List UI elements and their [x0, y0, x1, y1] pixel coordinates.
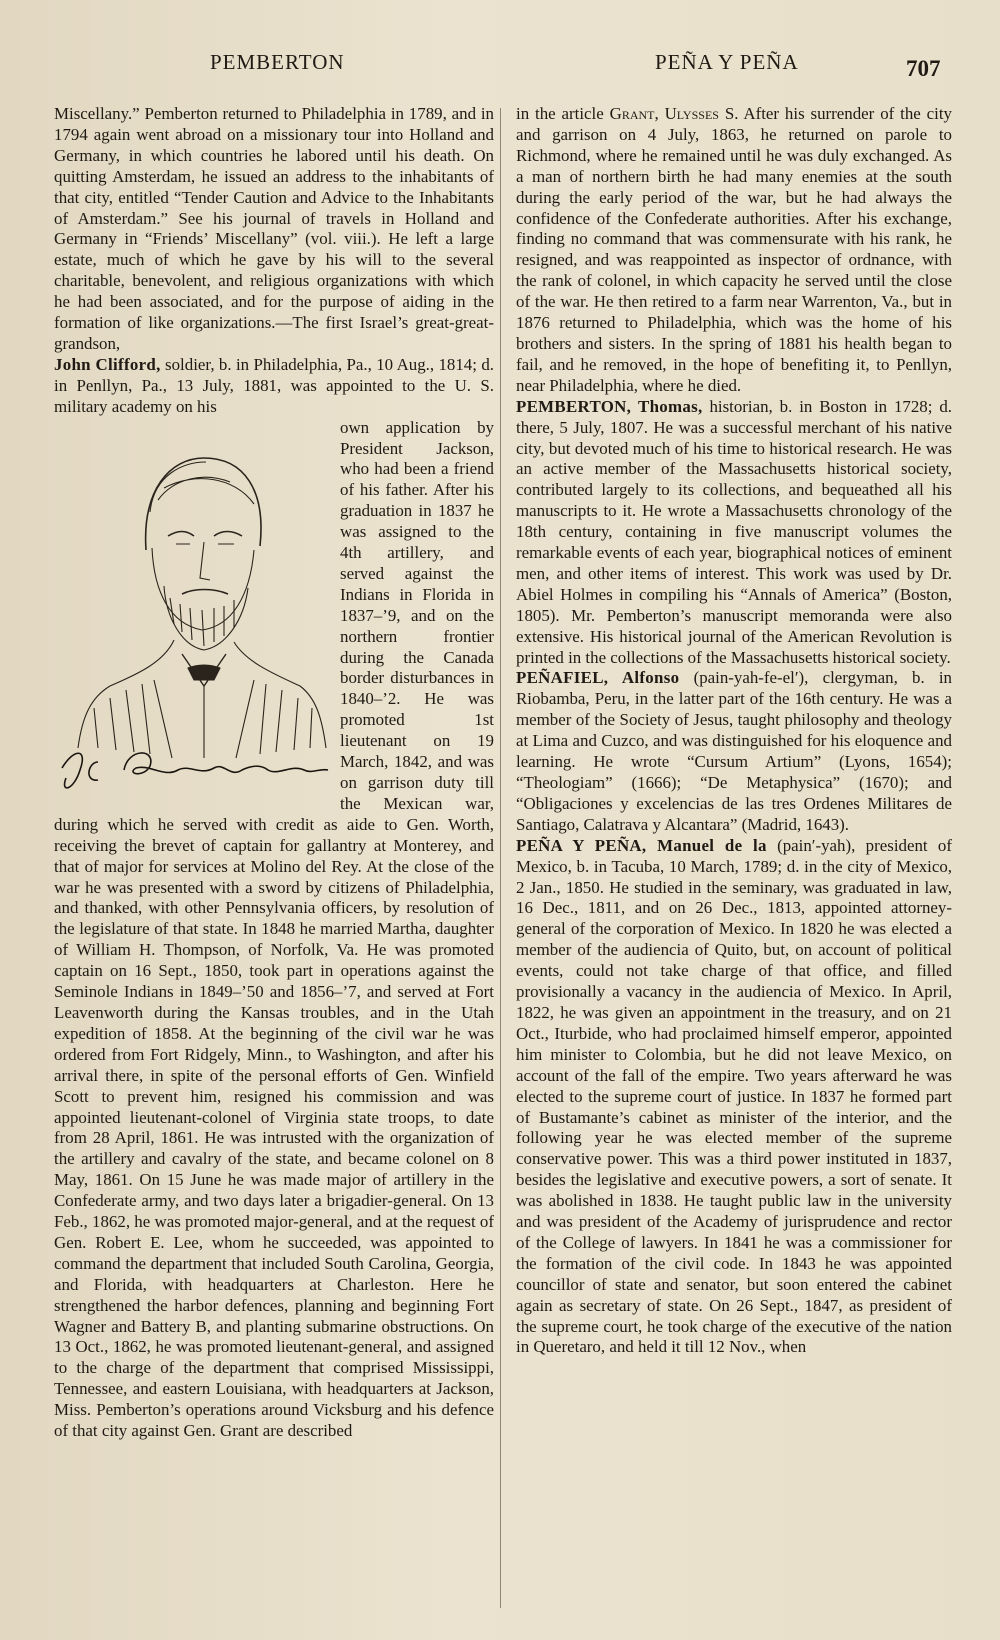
entry-alfonso-penafiel: PEÑAFIEL, Alfonso (pain-yah-fe-el′), clergyman, b. in Riobamba, Peru, in the latter part of the 16th century. He was a member of the Society of Jesus, taught philosophy and theology at Lima and Cuzco, and was distinguished for his eloquence and learning. He wrote “Cursum Artium” (Lyons, 1654); “Theologiam” (1666); “De Metaphysica” (1670); and “Obligaciones y excelencias de las tres Ordenes Militares de Santiago, Calatrava y Alcantara” (Madrid, 1643).	[516, 668, 953, 834]
column-rule	[500, 108, 501, 1608]
entry-text-part2: own application by President Jackson, who had been a friend of his father. After his graduation in 1837 he was assigned to the 4th artillery, and served against the Indians in Florida in 1837–’9, and on the northern frontier during the Canada border disturbances in 1840–’2. He was promoted 1st lieutenant on 19 March, 1842, and was on garrison duty till the Mexican war, during which he served with credit as aide to Gen. Worth, receiving the brevet of captain for gallantry at Monterey, and that of major for services at Molino del Rey. At the close of the war he was presented with a sword by citizens of Philadelphia, and thanked, with other Pennsylvania officers, by resolution of the legislature of that state. In 1848 he married Martha, daughter of William H. Thompson, of Norfolk, Va. He was promoted captain on 16 Sept., 1850, took part in operations against the Seminole Indians in 1849–’50 and 1856–’7, and served at Fort Leavenworth during the Kansas troubles, and in the Utah expedition of 1858. At the beginning of the civil war he was ordered from Fort Ridgely, Minn., to Washington, and after his arrival there, in spite of the personal efforts of Gen. Winfield Scott to prevent him, resigned his commission and was appointed lieutenant-colonel of Virginia state troops, to date from 28 April, 1861. He was intrusted with the organization of the artillery and cavalry of the state, and became colonel on 8 May, 1861. On 15 June he was made major of artillery in the Confederate army, and two days later a brigadier-general. On 13 Feb., 1862, he was promoted major-general, and at the request of Gen. Robert E. Lee, whom he succeeded, was appointed to command the department that included South Carolina, Georgia, and Florida, with headquarters at Charleston. Here he strengthened the harbor defences, planning and beginning Fort Wagner and Battery B, and planting submarine obstructions. On 13 Oct., 1862, he was promoted lieutenant-general, and assigned to the charge of the department that comprised Mississippi, Tennessee, and eastern Louisiana, with headquarters at Jackson, Miss. Pemberton’s operations around Vicksburg and his defence of that city against Gen. Grant are described	[54, 417, 494, 1441]
entry-text-part1: soldier, b. in Philadelphia, Pa., 10 Aug., 1814; d. in Penllyn, Pa., 13 July, 1881, was appointed to the U. S. military academy on his	[54, 354, 494, 416]
running-head-left: PEMBERTON	[210, 50, 345, 74]
signature-mark	[62, 753, 328, 788]
portrait-drawing	[54, 418, 332, 804]
headword-pena-y-pena: PEÑA Y PEÑA, Manuel de la	[516, 835, 767, 855]
portrait-engraving	[54, 418, 332, 804]
headword-thomas-pemberton: PEMBERTON, Thomas,	[516, 396, 703, 416]
running-head-right: PEÑA Y PEÑA	[655, 50, 799, 74]
page-number: 707	[906, 56, 941, 81]
left-column	[54, 104, 494, 1442]
cross-reference-grant: Grant, Ulysses S.	[609, 104, 739, 123]
headword-alfonso-penafiel: PEÑAFIEL, Alfonso	[516, 668, 680, 688]
entry-thomas-pemberton: PEMBERTON, Thomas, historian, b. in Boston in 1728; d. there, 5 July, 1807. He was a successful merchant of his native city, but devoted much of his time to historical research. He was an active member of the Massachusetts historical society, contributed largely to its collections, and bequeathed all his manuscripts to it. He wrote a Massachusetts chronology of the 18th century, containing in five manuscript volumes the remarkable events of each year, biographical notices of eminent men, and other items of interest. This work was used by Dr. Abiel Holmes in compiling his “Annals of America” (Boston, 1805). Mr. Pemberton’s manuscript memoranda were also extensive. His historical journal of the American Revolution is printed in the collections of the Massachusetts historical society.	[516, 396, 952, 667]
entry-john-clifford-pemberton	[54, 355, 494, 1442]
right-column	[516, 104, 952, 1358]
headword-john-clifford: John Clifford,	[54, 354, 161, 374]
paragraph-miscellany: Miscellany.” Pemberton returned to Philadelphia in 1789, and in 1794 again went abroad on a missionary tour into Holland and Germany, in which countries he labored until his death. On quitting Amsterdam, he issued an address to the inhabitants of that city, entitled “Tender Caution and Advice to the Inhabitants of Amsterdam.” See his journal of travels in Holland and Germany in “Friends’ Miscellany” (vol. viii.). He left a large estate, much of which he gave by his will to the several charitable, benevolent, and religious organizations with which he had been associated, and for the purpose of aiding in the formation of like organizations.—The first Israel’s great-great-grandson,	[54, 104, 494, 353]
paragraph-continuation: in the article Grant, Ulysses S. After his surrender of the city and garrison on 4 July, 1863, he returned on parole to Richmond, where he remained until he was duly exchanged. As a man of northern birth he had many enemies at the south during the early period of the war, but he had always the confidence of the Confederate authorities. After his exchange, finding no command that was commensurate with his rank, he resigned, and was reappointed as inspector of ordnance, with the rank of colonel, in which capacity he served until the close of the war. He then retired to a farm near Warrenton, Va., but in 1876 returned to Philadelphia, which was the home of his brothers and sisters. In the spring of 1881 his health began to fail, and he removed, in the hope of benefiting it, to Penllyn, near Philadelphia, where he died.	[516, 104, 952, 395]
entry-pena-y-pena: PEÑA Y PEÑA, Manuel de la (pain′-yah), president of Mexico, b. in Tacuba, 10 March, 1789; d. in the city of Mexico, 2 Jan., 1850. He studied in the seminary, was graduated in law, 16 Dec., 1811, and on 26 Dec., 1813, appointed attorney-general of the corporation of Mexico. In 1820 he was elected a member of the audiencia of Quito, but, on account of political events, could not take charge of that office, and filled provisionally a vacancy in the audiencia of Mexico. In April, 1822, he was given an appointment in the treasury, and on 21 Oct., Iturbide, who had proclaimed himself emperor, appointed him minister to Colombia, but he did not leave Mexico, on account of the fall of the empire. Two years afterward he was elected to the supreme court of justice. In 1837 he formed part of Bustamante’s cabinet as minister of the interior, and the following year he was elected member of the supreme conservative power. This was a third power instituted in 1837, besides the legislative and executive powers, a sort of senate. It was abolished in 1838. He taught public law in the university and was president of the Academy of jurisprudence and rector of the College of lawyers. In 1841 he was a commissioner for the formation of the civil code. In 1843 he was appointed councillor of state and senator, but soon entered the cabinet again as secretary of state. On 26 Sept., 1847, as president of the supreme court, he took charge of the executive of the nation in Queretaro, and held it till 12 Nov., when	[516, 835, 952, 1357]
